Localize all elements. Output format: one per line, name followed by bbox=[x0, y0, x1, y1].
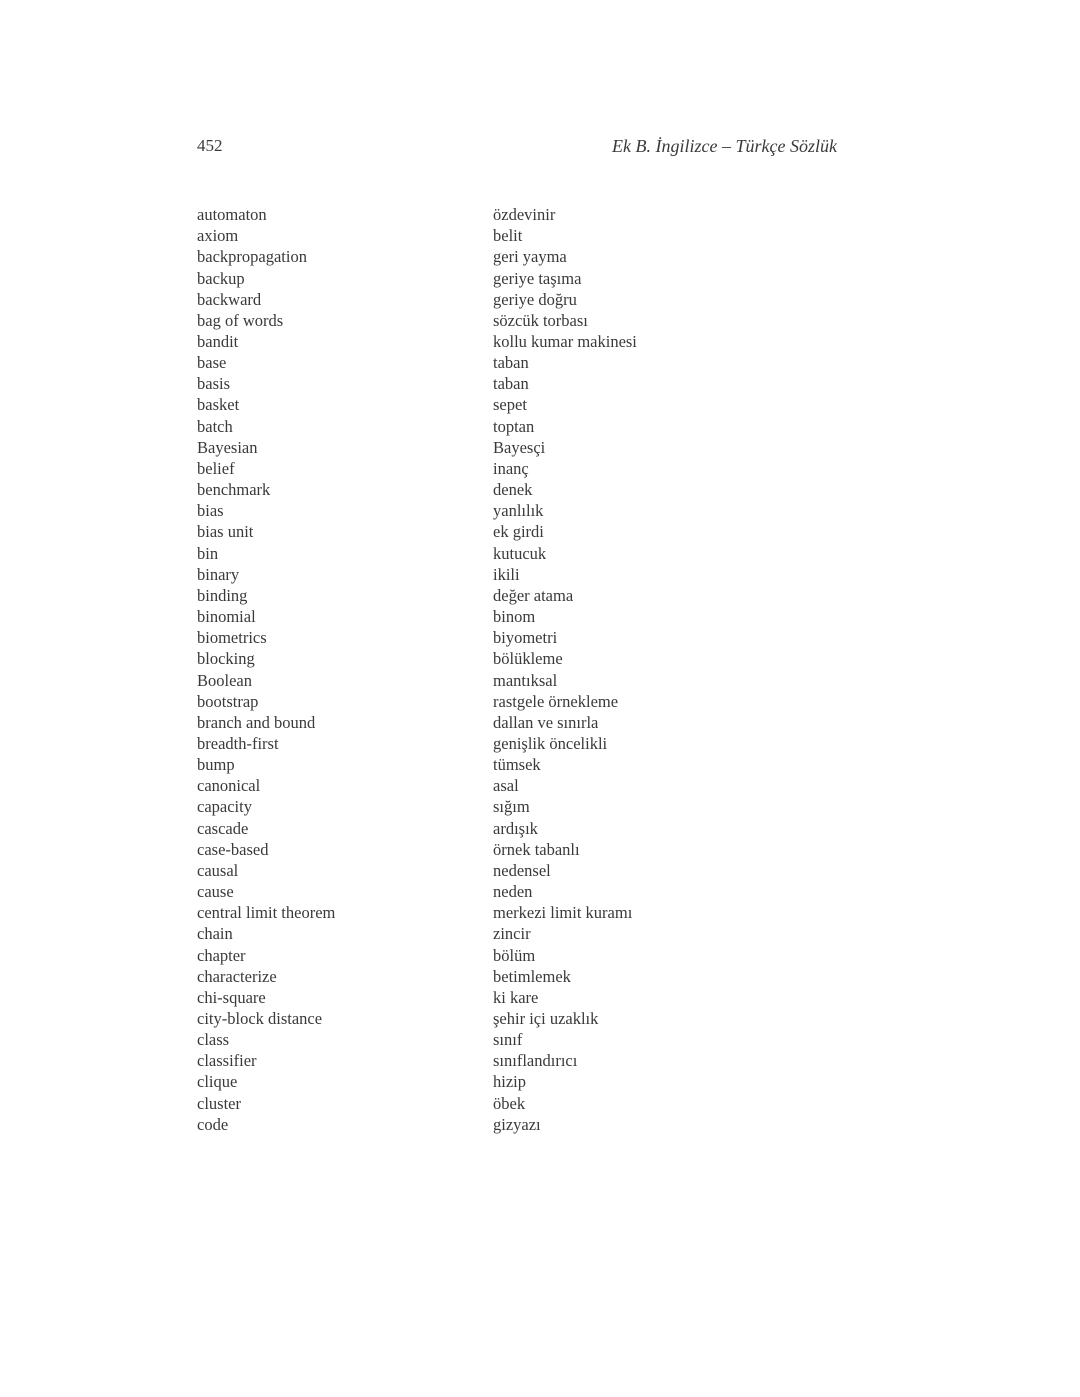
english-term: case-based bbox=[197, 839, 269, 859]
turkish-term: binom bbox=[493, 607, 536, 627]
glossary-entry bbox=[197, 521, 837, 542]
glossary-entry bbox=[197, 796, 837, 817]
glossary-entry bbox=[197, 500, 837, 521]
glossary-entry bbox=[197, 902, 837, 923]
turkish-term: sığım bbox=[493, 797, 530, 817]
turkish-term: merkezi limit kuramı bbox=[493, 903, 633, 923]
turkish-term: neden bbox=[493, 882, 533, 902]
english-term: backward bbox=[197, 289, 262, 309]
english-term: bump bbox=[197, 755, 235, 775]
english-term: belief bbox=[197, 458, 235, 478]
turkish-term: öbek bbox=[493, 1093, 526, 1113]
english-term: chapter bbox=[197, 945, 246, 965]
glossary-entry bbox=[197, 331, 837, 352]
english-term: bootstrap bbox=[197, 691, 259, 711]
glossary-entry bbox=[197, 966, 837, 987]
glossary-entry bbox=[197, 585, 837, 606]
glossary-entry bbox=[197, 373, 837, 394]
glossary-entry bbox=[197, 416, 837, 437]
glossary-entry bbox=[197, 606, 837, 627]
turkish-term: sözcük torbası bbox=[493, 310, 588, 330]
glossary-entry bbox=[197, 246, 837, 267]
turkish-term: özdevinir bbox=[493, 205, 556, 225]
turkish-term: taban bbox=[493, 353, 529, 373]
english-term: central limit theorem bbox=[197, 903, 336, 923]
turkish-term: ek girdi bbox=[493, 522, 544, 542]
glossary-entry bbox=[197, 543, 837, 564]
turkish-term: Bayesçi bbox=[493, 437, 546, 457]
glossary-entry bbox=[197, 923, 837, 944]
glossary-entry bbox=[197, 818, 837, 839]
glossary-entry bbox=[197, 310, 837, 331]
english-term: binary bbox=[197, 564, 240, 584]
english-term: causal bbox=[197, 860, 239, 880]
turkish-term: ardışık bbox=[493, 818, 538, 838]
turkish-term: ikili bbox=[493, 564, 520, 584]
turkish-term: kutucuk bbox=[493, 543, 547, 563]
glossary-entry bbox=[197, 1114, 837, 1135]
english-term: basket bbox=[197, 395, 240, 415]
english-term: backup bbox=[197, 268, 245, 288]
running-title: Ek B. İngilizce – Türkçe Sözlük bbox=[612, 136, 837, 156]
turkish-term: dallan ve sınırla bbox=[493, 712, 599, 732]
english-term: batch bbox=[197, 416, 233, 436]
glossary-entry bbox=[197, 733, 837, 754]
glossary-entry bbox=[197, 881, 837, 902]
turkish-term: geri yayma bbox=[493, 247, 567, 267]
turkish-term: tümsek bbox=[493, 755, 541, 775]
turkish-term: inanç bbox=[493, 458, 529, 478]
english-term: branch and bound bbox=[197, 712, 316, 732]
glossary-entry bbox=[197, 204, 837, 225]
turkish-term: denek bbox=[493, 480, 533, 500]
turkish-term: geriye doğru bbox=[493, 289, 577, 309]
turkish-term: örnek tabanlı bbox=[493, 839, 580, 859]
glossary-entry bbox=[197, 564, 837, 585]
turkish-term: değer atama bbox=[493, 585, 574, 605]
glossary-entry bbox=[197, 267, 837, 288]
english-term: backpropagation bbox=[197, 247, 307, 267]
glossary-entry bbox=[197, 394, 837, 415]
glossary-entry bbox=[197, 775, 837, 796]
glossary-entry bbox=[197, 839, 837, 860]
english-term: blocking bbox=[197, 649, 255, 669]
turkish-term: nedensel bbox=[493, 860, 551, 880]
english-term: chi-square bbox=[197, 987, 266, 1007]
english-term: binding bbox=[197, 585, 248, 605]
turkish-term: geriye taşıma bbox=[493, 268, 582, 288]
glossary-entry bbox=[197, 1029, 837, 1050]
glossary-entry bbox=[197, 712, 837, 733]
glossary-entry bbox=[197, 754, 837, 775]
turkish-term: ki kare bbox=[493, 987, 539, 1007]
turkish-term: zincir bbox=[493, 924, 531, 944]
turkish-term: sınıf bbox=[493, 1030, 523, 1050]
english-term: code bbox=[197, 1114, 229, 1134]
glossary-entry bbox=[197, 458, 837, 479]
english-term: canonical bbox=[197, 776, 261, 796]
turkish-term: şehir içi uzaklık bbox=[493, 1009, 599, 1029]
turkish-term: hizip bbox=[493, 1072, 526, 1092]
turkish-term: bölüm bbox=[493, 945, 536, 965]
english-term: basis bbox=[197, 374, 230, 394]
turkish-term: sınıflandırıcı bbox=[493, 1051, 578, 1071]
turkish-term: toptan bbox=[493, 416, 535, 436]
glossary-entry bbox=[197, 944, 837, 965]
english-term: cluster bbox=[197, 1093, 241, 1113]
glossary-entry bbox=[197, 691, 837, 712]
english-term: bandit bbox=[197, 332, 239, 352]
turkish-term: taban bbox=[493, 374, 529, 394]
glossary-entry bbox=[197, 648, 837, 669]
glossary-entry bbox=[197, 352, 837, 373]
turkish-term: bölükleme bbox=[493, 649, 563, 669]
english-term: automaton bbox=[197, 205, 267, 225]
english-term: cascade bbox=[197, 818, 249, 838]
english-term: cause bbox=[197, 882, 234, 902]
english-term: classifier bbox=[197, 1051, 257, 1071]
glossary-entry bbox=[197, 1008, 837, 1029]
glossary-entry bbox=[197, 627, 837, 648]
glossary-entry bbox=[197, 479, 837, 500]
english-term: bias unit bbox=[197, 522, 254, 542]
english-term: clique bbox=[197, 1072, 238, 1092]
glossary-entry bbox=[197, 1071, 837, 1092]
glossary-entry bbox=[197, 860, 837, 881]
turkish-term: sepet bbox=[493, 395, 527, 415]
turkish-term: mantıksal bbox=[493, 670, 558, 690]
glossary-entry bbox=[197, 669, 837, 690]
turkish-term: genişlik öncelikli bbox=[493, 733, 608, 753]
english-term: binomial bbox=[197, 607, 256, 627]
english-term: base bbox=[197, 353, 227, 373]
glossary-entry bbox=[197, 225, 837, 246]
glossary-entry bbox=[197, 1050, 837, 1071]
english-term: biometrics bbox=[197, 628, 267, 648]
english-term: capacity bbox=[197, 797, 252, 817]
glossary-entry bbox=[197, 437, 837, 458]
english-term: breadth-first bbox=[197, 733, 279, 753]
page-number: 452 bbox=[197, 136, 223, 155]
turkish-term: biyometri bbox=[493, 628, 558, 648]
turkish-term: betimlemek bbox=[493, 966, 571, 986]
glossary-entry bbox=[197, 1093, 837, 1114]
turkish-term: gizyazı bbox=[493, 1114, 541, 1134]
english-term: bag of words bbox=[197, 310, 284, 330]
turkish-term: rastgele örnekleme bbox=[493, 691, 619, 711]
turkish-term: kollu kumar makinesi bbox=[493, 332, 637, 352]
turkish-term: yanlılık bbox=[493, 501, 544, 521]
english-term: city-block distance bbox=[197, 1009, 323, 1029]
english-term: Bayesian bbox=[197, 437, 258, 457]
glossary-entry bbox=[197, 289, 837, 310]
english-term: axiom bbox=[197, 226, 239, 246]
english-term: class bbox=[197, 1030, 230, 1050]
turkish-term: asal bbox=[493, 776, 519, 796]
turkish-term: belit bbox=[493, 226, 523, 246]
english-term: bin bbox=[197, 543, 219, 563]
english-term: benchmark bbox=[197, 480, 271, 500]
english-term: chain bbox=[197, 924, 233, 944]
english-term: Boolean bbox=[197, 670, 252, 690]
glossary-entry bbox=[197, 987, 837, 1008]
glossary-list bbox=[197, 204, 837, 1135]
english-term: characterize bbox=[197, 966, 277, 986]
english-term: bias bbox=[197, 501, 224, 521]
